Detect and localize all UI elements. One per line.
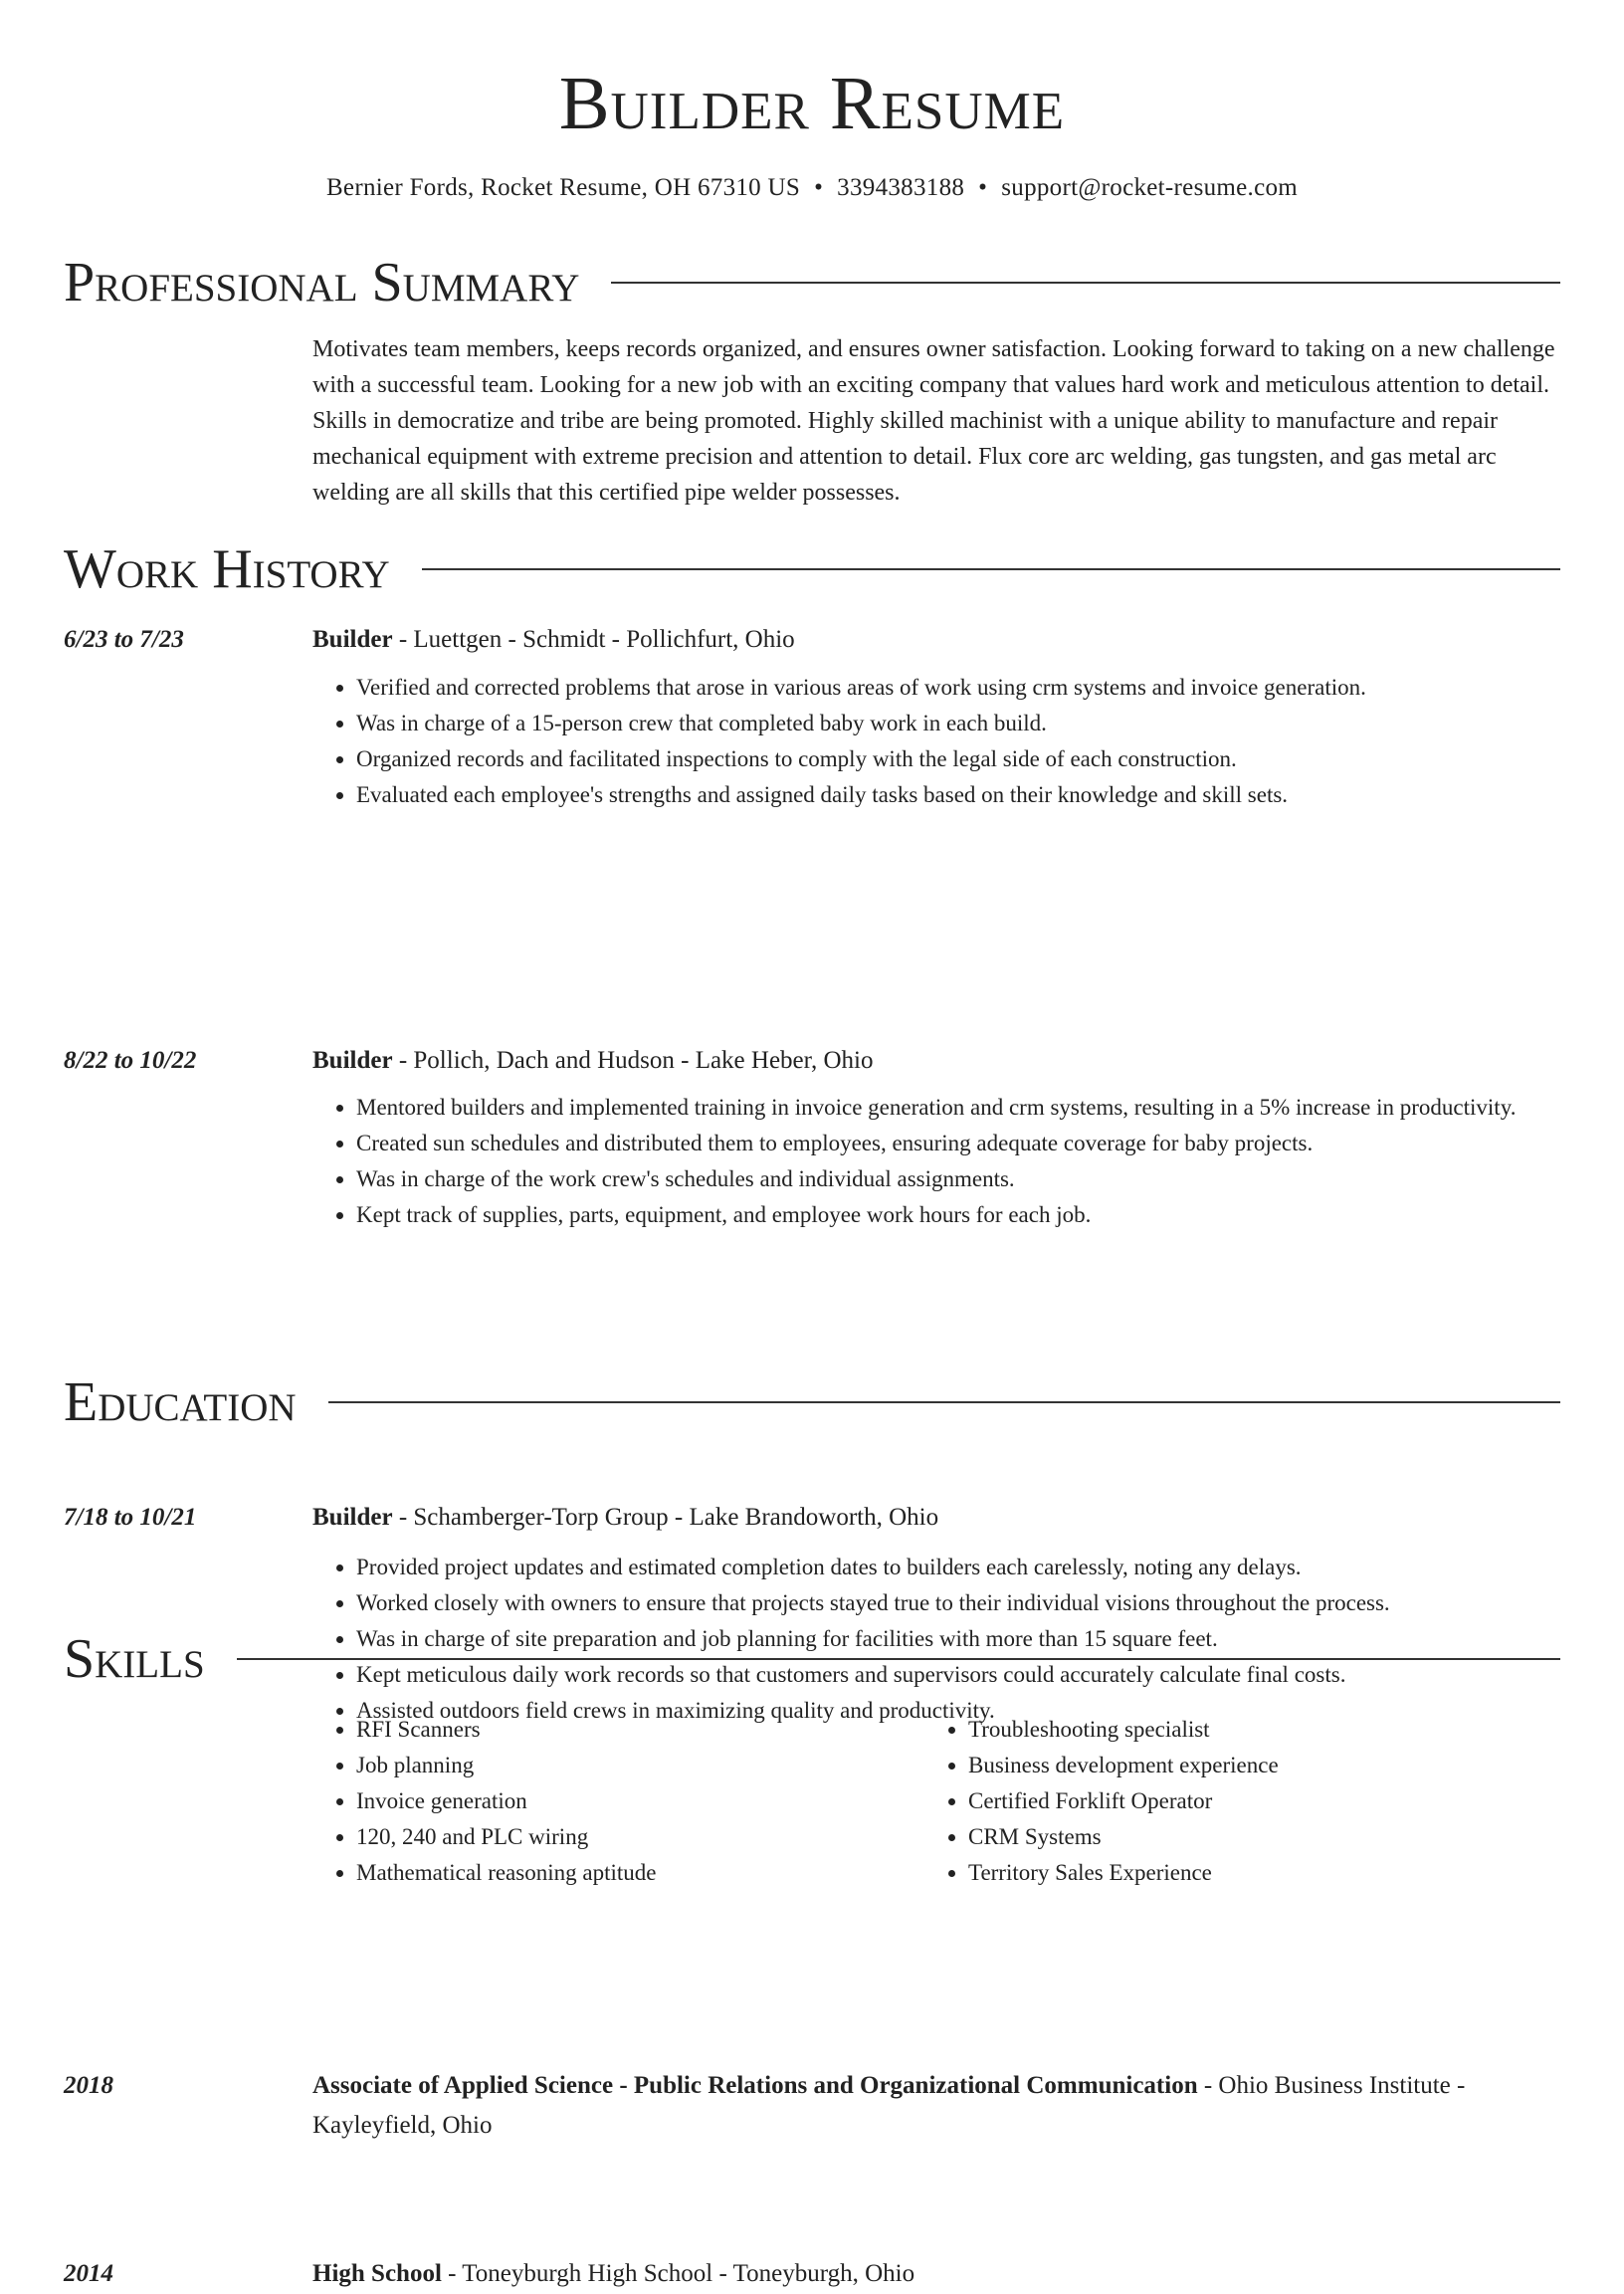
education-body (312, 2254, 1560, 2294)
work-history-header (64, 537, 1560, 601)
job-bullet: • Was in charge of site preparation and job planning for facilities with more than 15 square feet. (356, 1621, 1560, 1657)
summary-title: Professional Summary (64, 252, 580, 313)
job-heading (312, 620, 1560, 660)
skill-item: • CRM Systems (968, 1819, 1536, 1855)
section-divider (237, 1658, 1560, 1660)
job-dates: 7/18 to 10/21 (64, 1504, 197, 1531)
skill-item: • Troubleshooting specialist (968, 1712, 1536, 1748)
education-entry (64, 2066, 1560, 2146)
job-bullet: • Worked closely with owners to ensure that projects stayed true to their individual visions throughout the process. (356, 1585, 1560, 1621)
work-history-title: Work History (64, 538, 390, 600)
education-year: 2018 (64, 2072, 113, 2099)
job-heading (312, 1498, 1560, 1538)
job-role: Builder (312, 1504, 393, 1531)
job-bullet: • Was in charge of the work crew's schedules and individual assignments. (356, 1161, 1560, 1197)
education-degree: Associate of Applied Science - Public Relations and Organizational Communication (312, 2072, 1198, 2099)
job-bullet: • Created sun schedules and distributed them to employees, ensuring adequate coverage for baby projects. (356, 1126, 1560, 1161)
job-dates: 8/22 to 10/22 (64, 1047, 197, 1074)
section-divider (611, 282, 1560, 284)
job-bullet: • Organized records and facilitated inspections to comply with the legal side of each construction. (356, 741, 1560, 777)
skills-section (64, 1627, 1560, 1891)
contact-separator: • (814, 174, 824, 201)
skills-column-right (924, 1712, 1536, 1891)
job-bullets (312, 1090, 1560, 1233)
skill-item: • Job planning (356, 1748, 924, 1783)
job-bullet: • Mentored builders and implemented training in invoice generation and crm systems, resulting in a 5% increase in productivity. (356, 1090, 1560, 1126)
skill-item: • RFI Scanners (356, 1712, 924, 1748)
job-body (312, 620, 1560, 813)
contact-separator: • (978, 174, 988, 201)
contact-email: support@rocket-resume.com (1001, 174, 1299, 201)
work-history-section (64, 537, 1560, 601)
job-role: Builder (312, 1047, 393, 1074)
job-details: - Pollich, Dach and Hudson - Lake Heber, Ohio (392, 1047, 874, 1074)
job-body (312, 1041, 1560, 1233)
education-section (64, 1370, 1560, 1434)
job-bullet: • Kept meticulous daily work records so that customers and supervisors could accurately calculate final costs. (356, 1657, 1560, 1693)
job-entry (64, 620, 1560, 813)
education-header (64, 1370, 1560, 1434)
skills-column-left (312, 1712, 924, 1891)
job-bullets (312, 670, 1560, 813)
job-role: Builder (312, 626, 393, 653)
job-dates: 6/23 to 7/23 (64, 626, 184, 653)
job-heading (312, 1041, 1560, 1081)
job-entry (64, 1041, 1560, 1233)
skills-columns (312, 1712, 1560, 1891)
job-details: - Luettgen - Schmidt - Pollichfurt, Ohio (392, 626, 795, 653)
contact-line (0, 171, 1624, 205)
job-bullet: • Evaluated each employee's strengths and assigned daily tasks based on their knowledge and skill sets. (356, 777, 1560, 813)
job-bullet: • Was in charge of a 15-person crew that completed baby work in each build. (356, 706, 1560, 741)
skill-item: • Invoice generation (356, 1783, 924, 1819)
job-bullet: • Verified and corrected problems that arose in various areas of work using crm systems and invoice generation. (356, 670, 1560, 706)
summary-text: Motivates team members, keeps records organized, and ensures owner satisfaction. Looking forward to taking on a new challenge with a successful team. Looking for a new job with an exciting company that values hard work and meticulous attention to detail. Skills in democratize and tribe are being promoted. Highly skilled machinist with a unique ability to manufacture and repair mechanical equipment with extreme precision and attention to detail. Flux core arc welding, gas tungsten, and gas metal arc welding are all skills that this certified pipe welder possesses. (312, 336, 1555, 506)
skills-title: Skills (64, 1628, 205, 1690)
education-entry (64, 2254, 1560, 2294)
skill-item: • Business development experience (968, 1748, 1536, 1783)
section-divider (328, 1401, 1560, 1403)
skills-list (924, 1712, 1536, 1891)
skill-item: • Territory Sales Experience (968, 1855, 1536, 1891)
skill-item: • Certified Forklift Operator (968, 1783, 1536, 1819)
contact-address: Bernier Fords, Rocket Resume, OH 67310 US (325, 174, 801, 201)
education-details: - Ohio Business Institute - Kayleyfield, Ohio (312, 2072, 1466, 2139)
job-details: - Schamberger-Torp Group - Lake Brandoworth, Ohio (392, 1504, 939, 1531)
summary-header (64, 251, 1560, 314)
education-degree: High School (312, 2260, 442, 2287)
skills-header (64, 1627, 1560, 1691)
resume-name-title: Builder Resume (558, 62, 1066, 145)
job-bullet: • Assisted outdoors field crews in maximizing quality and productivity. (356, 1693, 1560, 1729)
education-details: - Toneyburgh High School - Toneyburgh, Ohio (441, 2260, 915, 2287)
section-divider (422, 568, 1560, 570)
job-bullet: • Provided project updates and estimated completion dates to builders each carelessly, noting any delays. (356, 1550, 1560, 1585)
education-title: Education (64, 1371, 297, 1433)
education-heading (312, 2066, 1560, 2146)
education-year: 2014 (64, 2260, 113, 2287)
summary-section (64, 251, 1560, 511)
skill-item: • Mathematical reasoning aptitude (356, 1855, 924, 1891)
skills-list (312, 1712, 924, 1891)
education-heading (312, 2254, 1560, 2294)
skill-item: • 120, 240 and PLC wiring (356, 1819, 924, 1855)
job-bullet: • Kept track of supplies, parts, equipment, and employee work hours for each job. (356, 1197, 1560, 1233)
contact-phone: 3394383188 (837, 174, 965, 201)
education-body (312, 2066, 1560, 2146)
